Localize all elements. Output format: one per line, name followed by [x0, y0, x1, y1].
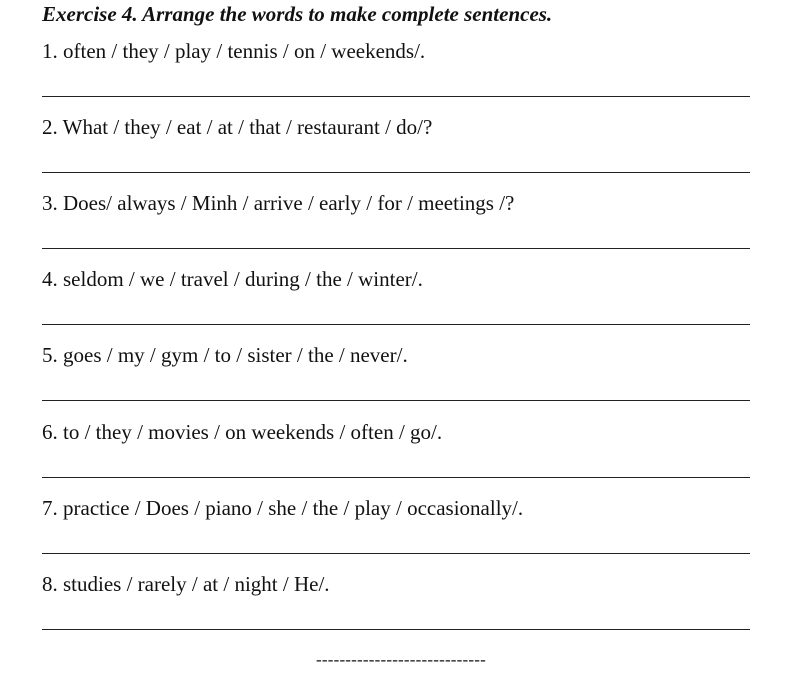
item-2-answer-line[interactable]	[42, 172, 750, 173]
item-5-words: 5. goes / my / gym / to / sister / the / never/.	[42, 343, 408, 367]
item-3-answer-line[interactable]	[42, 248, 750, 249]
item-1-answer-line[interactable]	[42, 96, 750, 97]
item-6-answer-line[interactable]	[42, 477, 750, 478]
exercise-item-6	[42, 419, 750, 495]
exercise-item-8	[42, 571, 750, 647]
item-3-words: 3. Does/ always / Minh / arrive / early / for / meetings /?	[42, 191, 515, 215]
exercise-item-3	[42, 190, 750, 266]
item-5-answer-line[interactable]	[42, 400, 750, 401]
exercise-title: Exercise 4. Arrange the words to make complete sentences.	[42, 2, 553, 26]
item-4-answer-line[interactable]	[42, 324, 750, 325]
item-8-answer-line[interactable]	[42, 629, 750, 630]
item-7-words: 7. practice / Does / piano / she / the / play / occasionally/.	[42, 496, 524, 520]
exercise-item-7	[42, 495, 750, 571]
item-6-words: 6. to / they / movies / on weekends / often / go/.	[42, 420, 443, 444]
exercise-item-4	[42, 266, 750, 342]
item-1-words: 1. often / they / play / tennis / on / weekends/.	[42, 39, 426, 63]
item-2-words: 2. What / they / eat / at / that / restaurant / do/?	[42, 115, 433, 139]
item-7-answer-line[interactable]	[42, 553, 750, 554]
item-4-words: 4. seldom / we / travel / during / the / winter/.	[42, 267, 423, 291]
exercise-item-1	[42, 38, 750, 114]
item-8-words: 8. studies / rarely / at / night / He/.	[42, 572, 330, 596]
exercise-item-5	[42, 342, 750, 418]
exercise-item-2	[42, 114, 750, 190]
end-marker: -----------------------------	[316, 650, 486, 669]
